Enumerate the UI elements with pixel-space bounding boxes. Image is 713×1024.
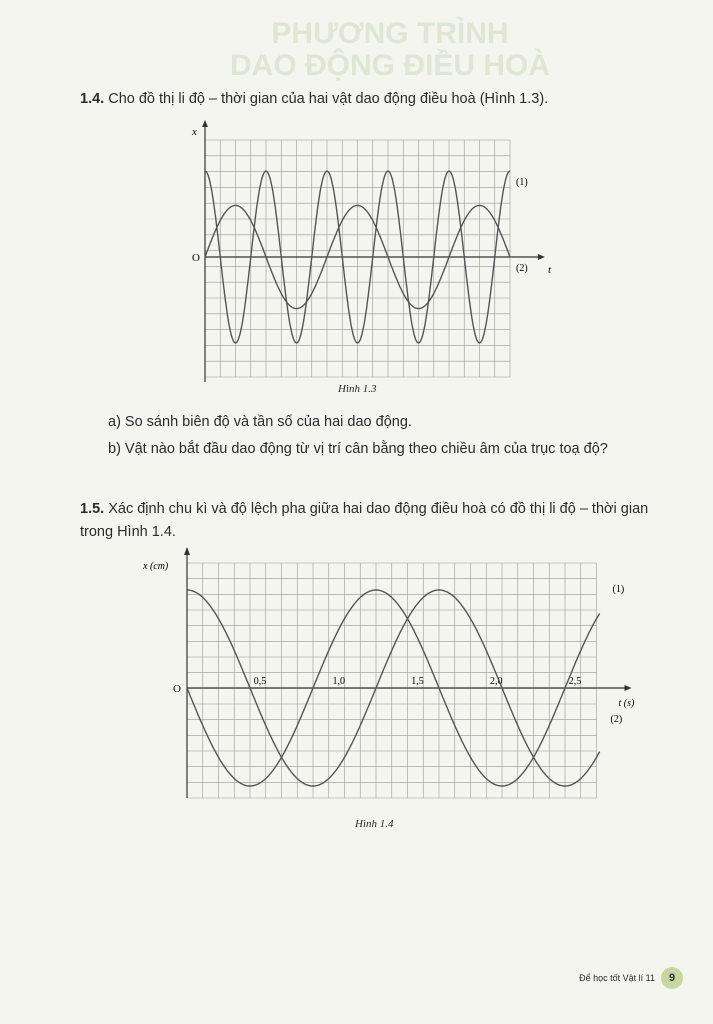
q15-text-2: trong Hình 1.4. bbox=[80, 524, 176, 540]
caption-1-3: Hình 1.3 bbox=[338, 383, 377, 395]
background-title: PHƯƠNG TRÌNH DAO ĐỘNG ĐIỀU HOÀ bbox=[230, 17, 551, 82]
y-axis-arrow bbox=[202, 120, 208, 127]
series-1-label: (1) bbox=[612, 584, 625, 595]
figure-1-4 bbox=[135, 545, 635, 815]
y-axis-label: x bbox=[192, 126, 197, 138]
footer-book-title: Để học tốt Vật lí 11 bbox=[579, 973, 655, 983]
q14-sub-b: b) Vật nào bắt đầu dao động từ vị trí cân bằng theo chiều âm của trục toạ độ? bbox=[108, 441, 608, 457]
q14-sub-a: a) So sánh biên độ và tần số của hai dao động. bbox=[108, 414, 412, 430]
x-axis-label: t (s) bbox=[618, 698, 635, 709]
series-2-label: (2) bbox=[516, 263, 528, 274]
x-axis-arrow bbox=[625, 685, 632, 691]
origin-label: O bbox=[192, 252, 200, 264]
q15-number: 1.5. bbox=[80, 501, 105, 517]
q15-statement bbox=[80, 498, 690, 520]
caption-1-4: Hình 1.4 bbox=[355, 818, 394, 830]
x-tick-label: 1,0 bbox=[332, 676, 345, 687]
q14-statement bbox=[80, 88, 680, 110]
x-axis-arrow bbox=[538, 254, 545, 260]
figure-1-3 bbox=[180, 115, 560, 385]
q15-text-1: Xác định chu kì và độ lệch pha giữa hai dao động điều hoà có đồ thị li độ – thời gian bbox=[108, 501, 649, 517]
x-tick-label: 2,5 bbox=[568, 676, 582, 687]
x-tick-label: 2,0 bbox=[490, 676, 503, 687]
origin-label: O bbox=[173, 683, 181, 695]
q14-number: 1.4. bbox=[80, 91, 105, 107]
x-tick-label: 1,5 bbox=[411, 676, 424, 687]
page-footer bbox=[579, 967, 683, 989]
page-number: 9 bbox=[661, 967, 683, 989]
y-axis-label: x (cm) bbox=[143, 561, 169, 572]
series-1-label: (1) bbox=[516, 177, 528, 188]
x-tick-label: 0,5 bbox=[253, 676, 267, 687]
x-axis-label: t bbox=[548, 264, 552, 276]
y-axis-arrow bbox=[184, 547, 190, 555]
series-2-label: (2) bbox=[610, 714, 623, 725]
q14-text: Cho đồ thị li độ – thời gian của hai vật dao động điều hoà (Hình 1.3). bbox=[108, 91, 549, 107]
